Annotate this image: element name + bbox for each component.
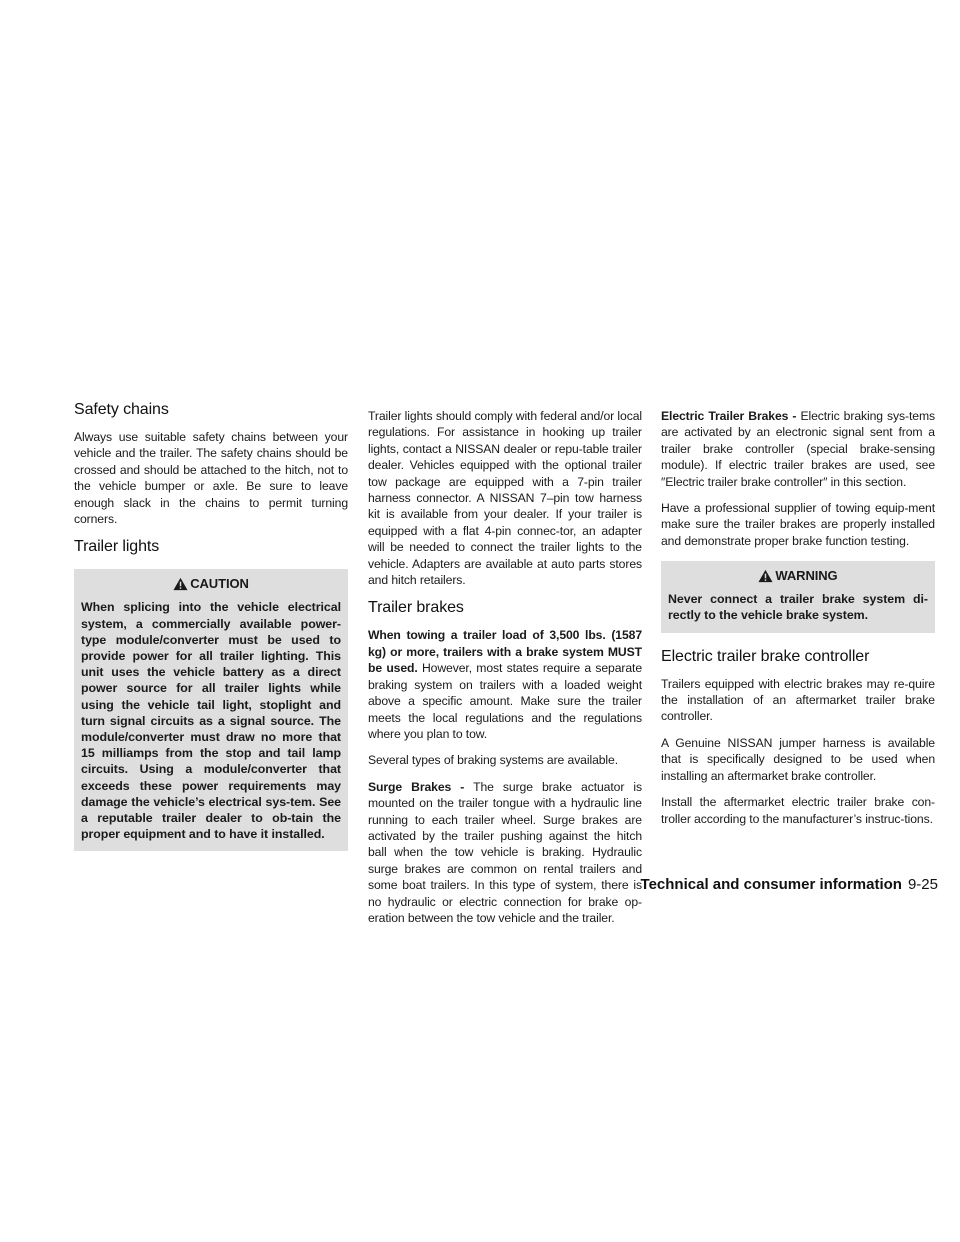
electric-brakes-lead: Electric Trailer Brakes -: [661, 409, 797, 423]
heading-brake-controller: Electric trailer brake controller: [661, 647, 870, 665]
footer-section-title: Technical and consumer information: [640, 876, 902, 893]
professional-supplier-text: Have a professional supplier of towing equip-ment make sure the trailer brakes are properly installed and demonstrate proper brake function testing.: [661, 501, 935, 548]
warning-triangle-icon: [758, 569, 773, 583]
caution-box: [74, 569, 348, 851]
warning-header: [668, 567, 928, 585]
trailer-brakes-lead: When towing a trailer load of 3,500 lbs. (1587 kg) or more, trailers with a brake system MUST be used.: [368, 628, 642, 676]
warning-text: Never connect a trailer brake system di-rectly to the vehicle brake system.: [668, 592, 928, 623]
heading-trailer-lights: Trailer lights: [74, 538, 160, 556]
surge-brakes-lead: Surge Brakes -: [368, 779, 465, 794]
column-middle: [368, 408, 642, 936]
column-left: [74, 400, 348, 851]
controller-text-1: Trailers equipped with electric brakes may re-quire the installation of an aftermarket trailer brake controller.: [661, 676, 935, 724]
controller-text-2: A Genuine NISSAN jumper harness is available that is specifically designed to be used when installing an aftermarket brake controller.: [661, 735, 935, 783]
surge-brakes-text: The surge brake actuator is mounted on the trailer tongue with a hydraulic line running to each trailer wheel. Surge brakes are activated by the trailer pushing against the hitch ball when the tow vehicle is braking. Hydraulic surge brakes are common on rental trailers and some boat trailers. In this type of system, there is no hydraulic or electric connection for brake op-eration between the tow vehicle and the trailer.: [368, 779, 642, 925]
electric-brakes-paragraph: [661, 408, 935, 490]
heading-safety-chains: Safety chains: [74, 401, 169, 418]
trailer-brakes-paragraph: [368, 627, 642, 742]
braking-types-text: Several types of braking systems are available.: [368, 753, 619, 768]
caution-header: [81, 575, 341, 593]
column-right: [661, 408, 935, 837]
trailer-brakes-text: However, most states require a separate braking system on trailers with a loaded weight above a specific amount. Make sure the trailer meets the local regulations and the regulations where you plan to tow.: [368, 661, 642, 741]
electric-brakes-text: Electric braking sys-tems are activated by an electronic signal sent from a trailer brake controller (special brake-sensing module). If electric trailer brakes are used, see ″Electric trailer brake controller″ in this section.: [661, 409, 935, 489]
surge-brakes-paragraph: [368, 779, 642, 927]
page-number: 9-25: [907, 876, 938, 893]
page-footer: [0, 876, 938, 893]
controller-text-3: Install the aftermarket electric trailer brake con-troller according to the manufacturer’s instruc-tions.: [661, 795, 935, 826]
caution-label: CAUTION: [190, 576, 249, 592]
warning-box: [661, 561, 935, 632]
safety-chains-text: Always use suitable safety chains between your vehicle and the trailer. The safety chains should be crossed and should be attached to the hitch, not to the vehicle bumper or axle. Be sure to leave enough slack in the chains to permit turning corners.: [74, 430, 348, 527]
caution-text: When splicing into the vehicle electrical system, a commercially available power-type module/converter must be used to provide power for all trailer lighting. This unit uses the vehicle battery as a direct power source for all trailer lights while using the vehicle tail light, stoplight and turn signal circuits as a signal source. The module/converter must draw no more that 15 milliamps from the stop and tail lamp circuits. Using a module/converter that exceeds these power requirements may damage the vehicle’s electrical sys-tem. See a reputable trailer dealer to ob-tain the proper equipment and to have it installed.: [81, 600, 341, 842]
trailer-lights-text: Trailer lights should comply with federal and/or local regulations. For assistance in hooking up trailer lights, contact a NISSAN dealer or repu-table trailer dealer. Vehicles equipped with the optional trailer tow package are equipped with a 7-pin trailer harness connector. A NISSAN 7–pin tow harness kit is available from your dealer. If your trailer is equipped with a flat 4-pin connec-tor, an adapter will be needed to connect the trailer lights to the vehicle. Adapters are available at auto parts stores and hitch retailers.: [368, 409, 642, 588]
warning-label: WARNING: [775, 568, 838, 584]
heading-trailer-brakes: Trailer brakes: [368, 599, 464, 617]
warning-triangle-icon: [173, 577, 188, 591]
